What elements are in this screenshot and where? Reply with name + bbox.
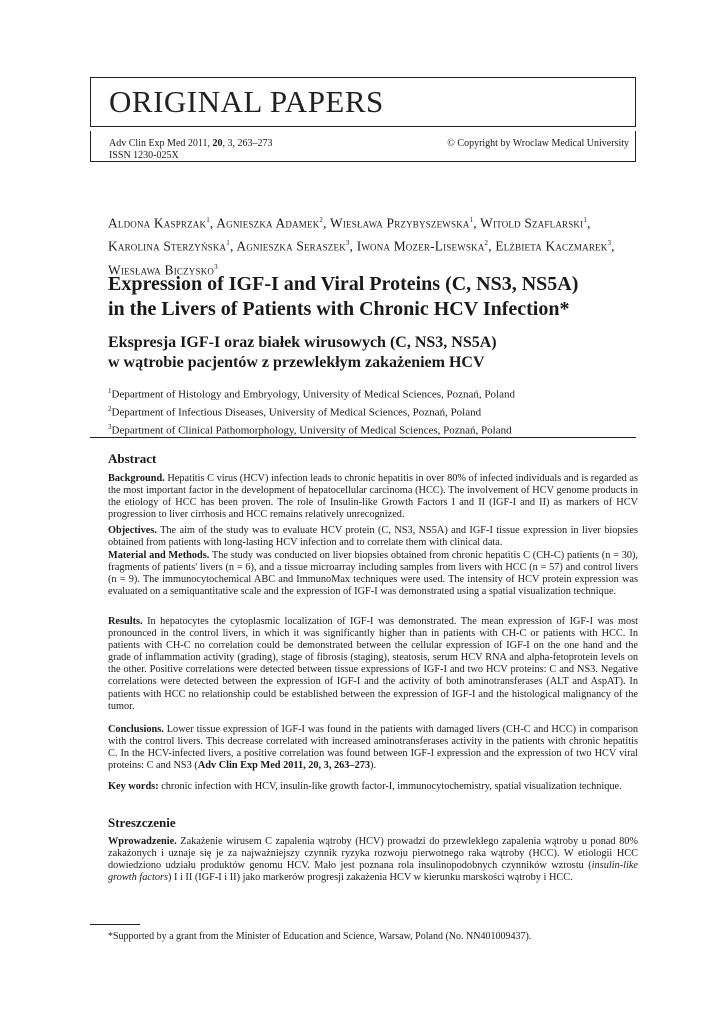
author: Agnieszka Seraszek	[236, 238, 346, 254]
section-header-box	[90, 77, 636, 127]
footnote-mark: *	[559, 298, 570, 320]
journal-issn: ISSN 1230-025X	[109, 150, 179, 161]
abstract-objectives: Objectives. The aim of the study was to evaluate HCV protein (C, NS3, NS5A) and IGF-I tissue expression in liver biopsies obtained from patients with long-lasting HCV infection and to correlate them with clinical data.	[108, 525, 638, 549]
author: Iwona Mozer-Lisewska	[356, 238, 485, 254]
author: Wiesława Przybyszewska	[329, 215, 470, 231]
abstract-background: Background. Hepatitis C virus (HCV) infection leads to chronic hepatitis in over 80% of infected individuals and is regarded as the most important factor in the development of hepatocellular carcinoma (HCC). The involvement of HCV genome products in the etiology of HCC has been proven. The role of Insulin-like Growth Factors I and II (IGF-I and II) as markers of HCV progression to liver cirrhosis and HCC remains relatively unrecognized.	[108, 473, 638, 521]
streszczenie-heading: Streszczenie	[108, 815, 176, 830]
affiliation-list	[108, 384, 638, 438]
section-label: ORIGINAL PAPERS	[109, 84, 384, 119]
journal-volume: 20	[212, 138, 223, 149]
author: Witold Szaflarski	[480, 215, 584, 231]
abstract-conclusions: Conclusions. Lower tissue expression of IGF-I was found in the patients with damaged livers (CH-C and HCC) in comparison with the control livers. This decrease correlated with increased aminotransferases activity in the patients with chronic hepatitis C. In the HCV-infected livers, a positive correlation was found between IGF-I expression and the expression of two HCV viral proteins: C and NS3 (Adv Clin Exp Med 2011, 20, 3, 263–273).	[108, 724, 638, 772]
footnote-divider	[90, 924, 140, 925]
author: Karolina Sterzyńska	[108, 238, 227, 254]
author-list: Aldona Kasprzak$^1$, Agnieszka Adamek$^2$, Wiesława Przybyszewska$^1$, Witold Szaflarski$^1$, Karolina Sterzyńska$^1$, Agnieszka Seraszek$^3$, Iwona Mozer-Lisewska$^2$, Elżbieta Kaczmarek$^3$, Wiesława Biczysko$^3$	[108, 215, 615, 278]
keywords: Key words: chronic infection with HCV, insulin-like growth factor-I, immunocytochemistry, spatial visualization technique.	[108, 781, 622, 792]
journal-meta-box	[90, 131, 636, 162]
paper-subtitle-polish: Ekspresja IGF-I oraz białek wirusowych (C, NS3, NS5A) w wątrobie pacjentów z przewlekłym zakażeniem HCV	[108, 334, 497, 371]
divider	[90, 437, 636, 438]
author: Wiesława Biczysko	[108, 262, 215, 278]
affiliation: $^2$Department of Infectious Diseases, University of Medical Sciences, Poznań, Poland	[108, 405, 482, 419]
streszczenie-intro: Wprowadzenie. Zakażenie wirusem C zapalenia wątroby (HCV) prowadzi do przewlekłego zapalenia wątroby u ponad 80% zakażonych i uznaje się je za najważniejszy czynnik ryzyka rozwoju pierwotnego raka wątroby (HCC). W etiologii HCC dowiedziono udziału produktów genomu HCV. Mało jest poznana rola insulinopodobnych czynników wzrostu (insulin-like growth factors) I i II (IGF-I i II) jako markerów progresji zakażenia HCV w kierunku marskości wątroby i HCC.	[108, 836, 638, 884]
author: Agnieszka Adamek	[216, 215, 320, 231]
paper-title: Expression of IGF-I and Viral Proteins (C, NS3, NS5A) in the Livers of Patients with Chronic HCV Infection*	[108, 273, 579, 320]
author: Elżbieta Kaczmarek	[495, 238, 608, 254]
affiliation: $^1$Department of Histology and Embryology, University of Medical Sciences, Poznań, Poland	[108, 387, 515, 401]
abstract-results: Results. In hepatocytes the cytoplasmic localization of IGF-I was demonstrated. The mean expression of IGF-I was most pronounced in the control livers, in which it was significantly higher than in patients with CH-C or patients with HCC. In patients with CH-C no correlation could be demonstrated between the cellular expression of IGF-I on the one hand and the grade of inflammation activity (grading), stage of fibrosis (staging), steatosis, serum HCV RNA and alpha-fetoprotein levels on the other. Positive correlations were detected between tissue expressions of IGF-I and two HCV proteins: C and NS3. Negative correlations were detected between the expression of IGF-I and the activity of both aminotransferases (ALT and AspAT). In patients with HCC no relationship could be established between the expression of IGF-I and the histological malignancy of the tumor.	[108, 616, 638, 712]
abstract-methods: Material and Methods. The study was conducted on liver biopsies obtained from chronic hepatitis C (CH-C) patients (n = 30), fragments of patients' livers (n = 6), and a tissue microarray including samples from livers with HCC (n = 57) and control livers (n = 9). The immunocytochemical ABC and ImmunoMax techniques were used. The intensity of HCV protein expression was evaluated on a semiquantitative scale and the expression of IGF-I was demonstrated using a spatial visualization technique.	[108, 550, 638, 598]
journal-citation: Adv Clin Exp Med 2011, 20, 3, 263–273 ISSN 1230-025X	[109, 138, 273, 161]
footnote: *Supported by a grant from the Minister of Education and Science, Warsaw, Poland (No. NN401009437).	[108, 931, 532, 942]
author: Aldona Kasprzak	[108, 215, 207, 231]
abstract-heading: Abstract	[108, 451, 157, 466]
copyright-notice: © Copyright by Wroclaw Medical University	[447, 138, 629, 149]
affiliation: $^3$Department of Clinical Pathomorphology, University of Medical Sciences, Poznań, Poland	[108, 423, 512, 437]
